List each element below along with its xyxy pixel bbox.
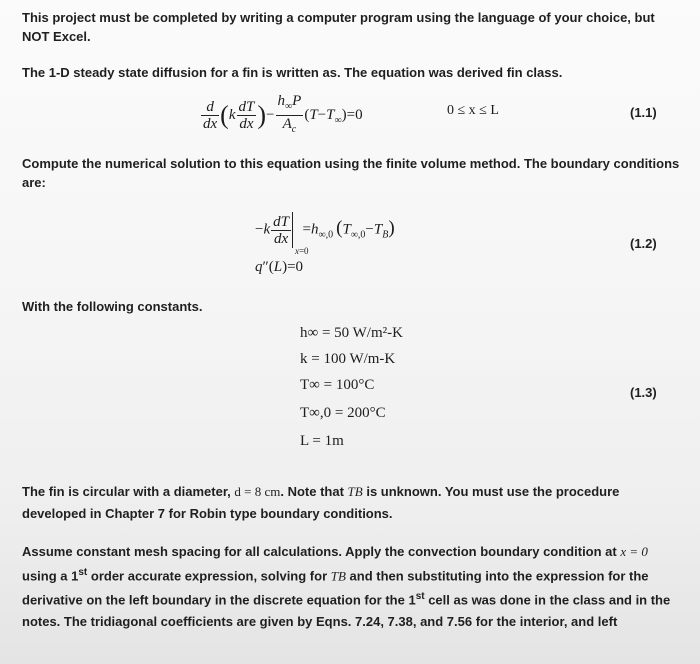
constant-h-inf: h∞ = 50 W/m²-K bbox=[300, 325, 403, 341]
equation-1-2-bc2: q″(L)=0 bbox=[255, 259, 304, 275]
mesh-text-4: and then substituting into the expression for the derivative on the left boundary in the discrete equation for the bbox=[22, 568, 649, 608]
first-suffix-2: st bbox=[415, 591, 425, 603]
equation-intro-paragraph: The 1-D steady state diffusion for a fin is written as. The equation was derived fin class. bbox=[22, 65, 563, 80]
equation-1-2-bc1: −k $\frac{dT}{dx}$ x=0 $=h_{\infty,0}$ $(T_{\infty,0}-T_B)$ bbox=[255, 213, 395, 256]
evaluation-bar: x=0 bbox=[292, 212, 293, 248]
diameter-value: d = 8 cm bbox=[234, 484, 281, 499]
dT-dx-fraction: $\frac{dT}{dx}$ bbox=[238, 99, 255, 132]
mesh-text-5: cell as was done in the class and in the notes. The tridiagonal coefficients are given by Eqns. 7.24, 7.38, and 7.56 for the interior, and left bbox=[22, 592, 671, 629]
fin-description-paragraph bbox=[22, 481, 682, 525]
constant-t-inf0: T∞,0 = 200°C bbox=[300, 405, 386, 421]
constant-t-inf: T∞ = 100°C bbox=[300, 377, 375, 393]
mesh-paragraph bbox=[22, 541, 682, 632]
first-suffix: st bbox=[78, 567, 88, 578]
equation-1-1: $\frac{d}{dx}$ (k $\frac{dT}{dx}$ )− $\frac{h_\infty P}{A_c}$ $(T-T_\infty)=0$ bbox=[200, 93, 363, 138]
fin-text-1: The fin is circular with a diameter, bbox=[22, 484, 235, 499]
constant-length: L = 1m bbox=[300, 433, 344, 449]
d-dx-fraction: $\frac{d}{dx}$ bbox=[203, 99, 218, 132]
tb-symbol-2: TB bbox=[330, 568, 346, 584]
constant-k: k = 100 W/m-K bbox=[300, 351, 396, 367]
mesh-text-1: Assume constant mesh spacing for all calculations. Apply the convection boundary condition at bbox=[22, 544, 621, 559]
hP-Ac-fraction: $\frac{h_\infty P}{A_c}$ bbox=[277, 93, 302, 135]
first-number: 1 bbox=[71, 568, 79, 584]
mesh-text-2: using a bbox=[22, 568, 72, 584]
tb-symbol: TB bbox=[347, 484, 363, 499]
mesh-text-3: order accurate expression, solving for bbox=[87, 568, 331, 584]
compute-paragraph: Compute the numerical solution to this equation using the finite volume method. The boundary conditions are: bbox=[22, 156, 680, 190]
first-number-2: 1 bbox=[408, 592, 416, 608]
equation-1-1-domain: 0 ≤ x ≤ L bbox=[447, 103, 499, 118]
equation-1-3-number: (1.3) bbox=[630, 385, 657, 400]
dT-dx-fraction-bc: $\frac{dT}{dx}$ bbox=[273, 213, 289, 247]
constants-intro-paragraph: With the following constants. bbox=[22, 299, 203, 314]
fin-text-2: . Note that bbox=[280, 484, 348, 499]
x0-symbol: x = 0 bbox=[620, 544, 648, 559]
fin-text-3: is unknown. You must use the procedure developed in Chapter 7 for Robin type boundary conditions. bbox=[22, 484, 620, 521]
equation-1-2-number: (1.2) bbox=[630, 236, 657, 251]
equation-1-1-number: (1.1) bbox=[630, 105, 657, 120]
intro-paragraph: This project must be completed by writing a computer program using the language of your choice, but NOT Excel. bbox=[22, 10, 655, 44]
